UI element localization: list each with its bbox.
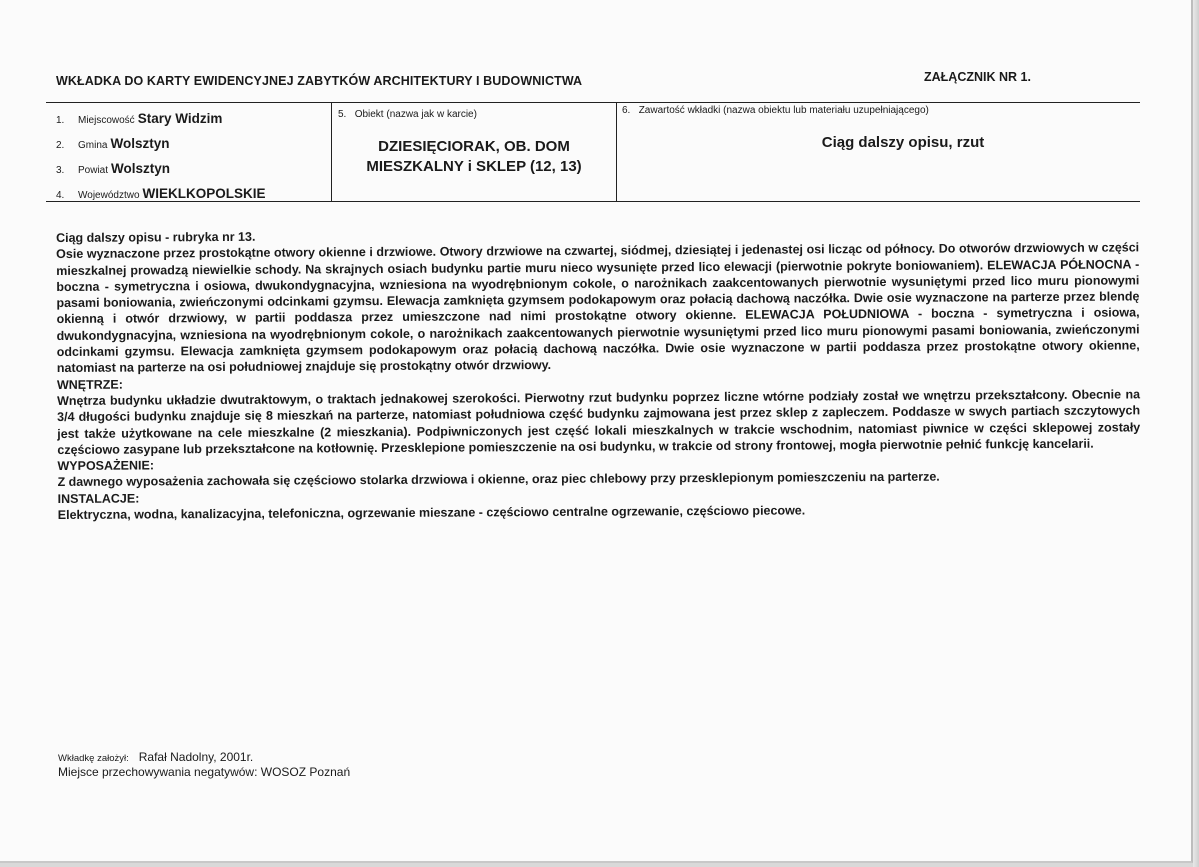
object-name [334,137,614,177]
commune-value: Wolsztyn [110,136,170,151]
locality-value: Stary Widzim [137,111,223,126]
content-title: Ciąg dalszy opisu, rzut [821,134,985,151]
interior-heading: WNĘTRZE: [56,377,123,392]
object-name-line1: DZIESIĘCIORAK, OB. DOM [378,138,570,155]
author-value: Rafał Nadolny, 2001r. [138,750,254,764]
object-header: 5. Obiekt (nazwa jak w karcie) [338,109,477,120]
field-commune: 2. Gmina Wolsztyn [56,136,170,151]
scan-edge [1193,0,1199,867]
author-line [58,750,253,764]
equipment-heading: WYPOSAŻENIE: [57,458,155,474]
attachment-label: ZAŁĄCZNIK NR 1. [924,70,1031,84]
table-divider-1 [331,102,332,201]
object-name-line2: MIESZKALNY i SKLEP (12, 13) [366,158,582,175]
description-paragraph: Osie wyznaczone przez prostokątne otwory okienne i drzwiowe. Otwory drzwiowe na czwartej, siódmej, dziesiątej i jedenastej osi licząc od północy. Do otworów drzwiowych w części mieszkalnej prowadzą niewielkie schody. Na skrajnych osiach budynku partie muru nieco wysunięte przed lico elewacji (pierwotnie pokryte boniowaniem). ELEWACJA PÓŁNOCNA - boczna - symetryczna i osiowa, dwukondygnacyjna, wzniesiona na wyodrębnionym cokole, o narożnikach zaakcentowanych pierwotnie wysuniętymi przed lico muru pionowymi pasami boniowania, zwieńczonymi odcinkami gzymsu. Elewacja zamknięta gzymsem podokapowym oraz połacią dachową naczółka. Dwie osie wyznaczone na parterze przez blendę okienną i otwór drzwiowy, w partii poddasza przez umieszczone nad nimi prostokątne otwory okienne. ELEWACJA POŁUDNIOWA - boczna - symetryczna i osiowa, dwukondygnacyjna, wzniesiona na wyodrębnionym cokole, o narożnikach zaakcentowanych pierwotnie wysuniętymi przed lico muru pionowymi pasami boniowania, zwieńczonymi odcinkami gzymsu. Elewacja zamknięta gzymsem podokapowym oraz połacią dachową naczółka. Dwie osie wyznaczone w partii poddasza przez prostokątne otwory okienne, natomiast na parterze na osi południowej znajduje się prostokątny otwór drzwiowy. [56,240,1140,376]
table-divider-2 [616,102,617,201]
county-value: Wolsztyn [111,161,171,176]
field-county: 3. Powiat Wolsztyn [56,161,171,176]
table-bottom-line [46,201,1140,202]
installations-paragraph: Elektryczna, wodna, kanalizacyjna, telefoniczna, ogrzewanie mieszane - częściowo centralne ogrzewanie, częściowo piecowe. [57,503,806,523]
voivodeship-value: WIEKLKOPOLSKIE [142,186,266,201]
description-body [56,223,1141,523]
content-header: 6. Zawartość wkładki (nazwa obiektu lub materiału uzupełniającego) [622,105,929,116]
equipment-paragraph: Z dawnego wyposażenia zachowała się częściowo stolarka drzwiowa i okienne, oraz piec chlebowy przy przesklepionym pomieszczeniu na parterze. [57,470,940,490]
field-locality: 1. Miejscowość Stary Widzim [56,111,223,126]
storage-line: Miejsce przechowywania negatywów: WOSOZ Poznań [58,765,351,779]
card-title: WKŁADKA DO KARTY EWIDENCYJNEJ ZABYTKÓW ARCHITEKTURY I BUDOWNICTWA [56,74,583,88]
author-label: Wkładkę założył: [58,753,129,764]
field-voivodeship: 4. Województwo WIEKLKOPOLSKIE [56,186,266,201]
interior-paragraph: Wnętrza budynku układzie dwutraktowym, o traktach jednakowej szerokości. Pierwotny rzut budynku poprzez liczne wtórne podziały został we wnętrzu przekształcony. Obecnie na 3/4 długości budynku znajduje się 8 mieszkań na parterze, natomiast południowa część budynku zajmowana jest przez sklep z zapleczem. Poddasze w swych partiach szczytowych jest także użytkowane na cele mieszkalne (2 mieszkania). Podpiwniczonych jest część lokali mieszkalnych w trakcie wschodnim, natomiast piwnice w części sklepowej zostały częściowo zasypane lub przekształcone na kotłownię. Przesklepione pomieszczenie na osi budynku, w trakcie od strony frontowej, mogła pierwotnie pełnić funkcję kancelarii. [57,387,1141,457]
table-top-line [46,102,1140,103]
description-heading: Ciąg dalszy opisu - rubryka nr 13. [56,229,256,245]
installations-heading: INSTALACJE: [57,491,140,506]
